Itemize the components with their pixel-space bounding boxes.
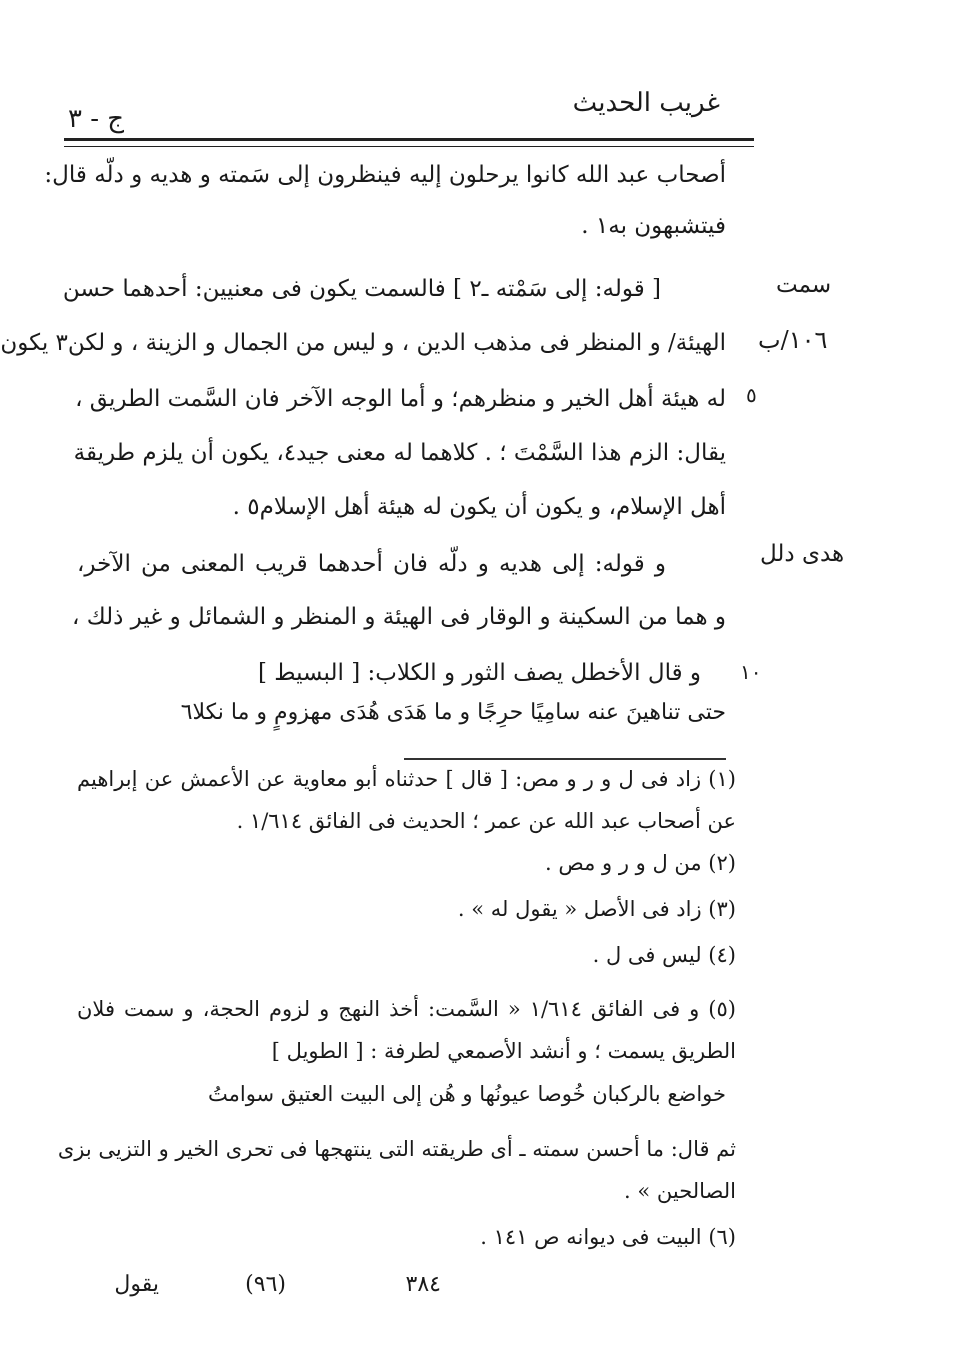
catchword: يقول — [114, 1272, 159, 1297]
poem-verse: حتى تناهينَ عنه سامِيًا حرِجًا و ما هَدَى هُدَى مهزومٍ و ما نكلا٦ — [180, 700, 726, 725]
header-rule-thick — [64, 138, 754, 141]
footnote-verse: خواضع بالركبان خُوصا عيونُها و هُن إلى البيت العتيق سوامتُ — [208, 1082, 726, 1106]
footnote-line: (١) زاد فى ل و ر و مص: [ قال ] حدثناه أبو معاوية عن الأعمش عن إبراهيم — [77, 767, 736, 791]
margin-keyword-hady-dall: هدى دلل — [760, 541, 845, 567]
body-line: و قوله: إلى هديه و دلّه فان أحدهما قريب المعنى من الآخر، — [77, 551, 666, 577]
margin-folio: ١٠٦/ب — [758, 326, 828, 354]
page-header-title: غريب الحديث — [572, 88, 720, 118]
body-line: أهل الإسلام، و يكون أن يكون له هيئة أهل الإسلام٥ . — [232, 494, 726, 520]
footnote-line: (٣) زاد فى الأصل « يقول له » . — [457, 897, 736, 921]
body-line: فيتشبهون به١ . — [581, 213, 726, 239]
section-number: (٩٦) — [245, 1272, 286, 1297]
margin-line-number-5: ٥ — [746, 383, 757, 407]
body-line: [ قوله: إلى سَمْته ـ٢ ] فالسمت يكون فى معنيين: أحدهما حسن — [62, 276, 661, 302]
header-rule-thin — [64, 146, 754, 147]
margin-line-number-10: ١٠ — [740, 660, 762, 684]
footnote-separator — [404, 758, 726, 760]
footnote-line: (٥) و فى الفائق ١/٦١٤ « السَّمت: أخذ النهج و لزوم الحجة، و سمت فلان — [77, 997, 736, 1021]
body-line: يقال: الزم هذا السَّمْتَ ؛ . كلاهما له معنى جيد٤، يكون أن يلزم طريقة — [73, 440, 726, 466]
footnote-line: ثم قال: ما أحسن سمته ـ أى طريقته التى ينتهجها فى تحرى الخير و التزيى بزى — [57, 1137, 736, 1161]
body-line: له هيئة أهل الخير و منظرهم؛ و أما الوجه الآخر فان السَّمت الطريق ، — [75, 386, 726, 412]
body-line: و قال الأخطل يصف الثور و الكلاب: [ البسيط ] — [257, 660, 701, 686]
footnote-line: (٢) من ل و ر و مص . — [545, 851, 736, 875]
page-header-volume: ج - ٣ — [68, 104, 125, 134]
footnote-line: (٤) ليس فى ل . — [592, 943, 736, 967]
footnote-line: الطريق يسمت ؛ و أنشد الأصمعي لطرفة : [ الطويل ] — [271, 1039, 736, 1063]
footnote-line: عن أصحاب عبد الله عن عمر ؛ الحديث فى الفائق ١/٦١٤ . — [236, 809, 736, 833]
margin-keyword-samt: سمت — [776, 272, 832, 298]
body-line: و هما من السكينة و الوقار فى الهيئة و المنظر و الشمائل و غير ذلك ، — [71, 604, 726, 630]
body-line: أصحاب عبد الله كانوا يرحلون إليه فينظرون إلى سَمته و هديه و دلّه قال: — [44, 162, 726, 188]
body-line: الهيئة/ و المنظر فى مذهب الدين ، و ليس من الجمال و الزينة ، و لكن٣ يكون — [0, 330, 726, 356]
footnote-line: الصالحين » . — [624, 1179, 736, 1203]
page-number: ٣٨٤ — [405, 1272, 441, 1297]
footnote-line: (٦) البيت فى ديوانه ص ١٤١ . — [480, 1225, 736, 1249]
